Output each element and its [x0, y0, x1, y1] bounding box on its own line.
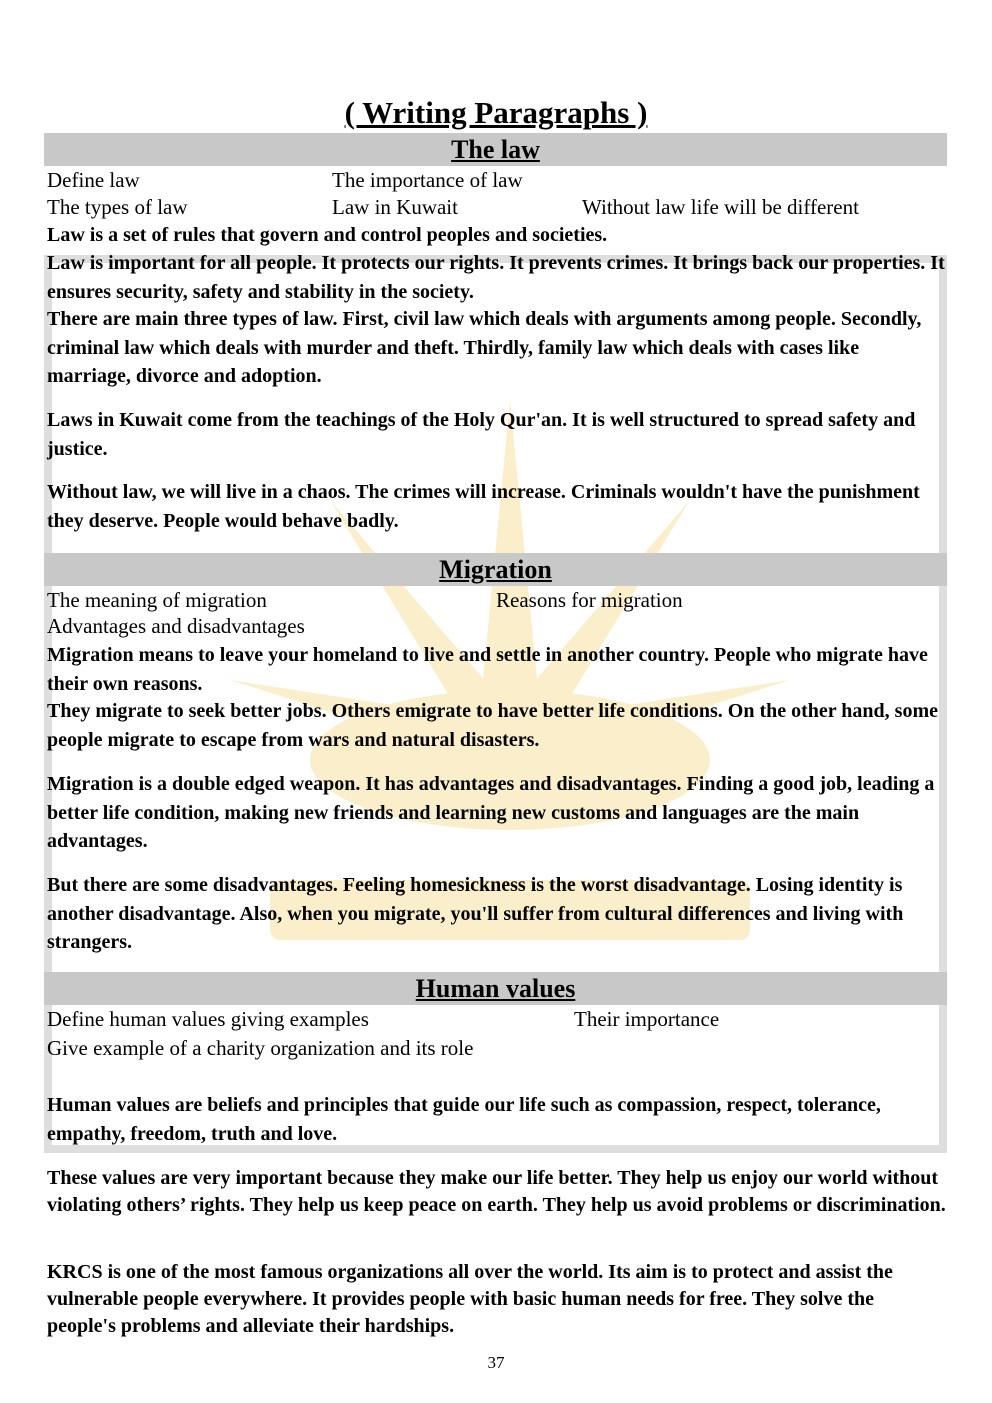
hint-charity-organization: Give example of a charity organization and its role: [47, 1036, 474, 1060]
hint-define-law: Define law: [47, 168, 140, 192]
page-number: 37: [487, 1353, 505, 1372]
section-title-human-values: Human values: [415, 974, 576, 1003]
hint-without-law: Without law life will be different: [582, 195, 859, 219]
paragraph-migration-advantages: Migration is a double edged weapon. It has advantages and disadvantages. Finding a good job, leading a better life condition, making new friends and learning new customs and languages are the main advantages.: [47, 773, 935, 852]
paragraph-values-krcs: KRCS is one of the most famous organizations all over the world. Its aim is to protect and assist the vulnerable people everywhere. It provides people with basic human needs for free. They solve the people's problems and alleviate their hardships.: [47, 1261, 893, 1337]
section-header-migration: [44, 553, 947, 586]
hint-values-importance: Their importance: [574, 1007, 720, 1031]
hint-define-values: Define human values giving examples: [47, 1007, 369, 1031]
paragraph-law-definition: Law is a set of rules that govern and control peoples and societies.: [47, 224, 608, 246]
section-title-law: The law: [451, 135, 540, 164]
paragraph-migration-disadvantages: But there are some disadvantages. Feeling homesickness is the worst disadvantage. Losing identity is another disadvantage. Also, when you migrate, you'll suffer from cultural differences and living with strangers.: [47, 874, 904, 953]
hint-meaning-migration: The meaning of migration: [47, 588, 267, 612]
hint-advantages-migration: Advantages and disadvantages: [47, 614, 305, 638]
paragraph-law-importance: Law is important for all people. It protects our rights. It prevents crimes. It brings back our properties. It ensures security, safety and stability in the society.: [47, 252, 945, 303]
paragraph-values-importance: These values are very important because they make our life better. They help us enjoy our world without violating others’ rights. They help us keep peace on earth. They help us avoid problems or discrimination.: [47, 1167, 946, 1216]
hint-types-law: The types of law: [47, 195, 188, 219]
hint-law-kuwait: Law in Kuwait: [332, 195, 458, 219]
paragraph-migration-reasons: They migrate to seek better jobs. Others emigrate to have better life conditions. On the other hand, some people migrate to escape from wars and natural disasters.: [47, 700, 938, 751]
paragraph-values-definition: Human values are beliefs and principles that guide our life such as compassion, respect, tolerance, empathy, freedom, truth and love.: [47, 1094, 881, 1145]
paragraph-law-without: Without law, we will live in a chaos. The crimes will increase. Criminals wouldn't have the punishment they deserve. People would behave badly.: [47, 481, 920, 532]
section-title-migration: Migration: [439, 555, 552, 584]
page-title: ( Writing Paragraphs ): [344, 95, 648, 130]
hint-importance-law: The importance of law: [332, 168, 523, 192]
section-header-human-values: [44, 972, 947, 1005]
hint-reasons-migration: Reasons for migration: [496, 588, 683, 612]
paragraph-law-types: There are main three types of law. First, civil law which deals with arguments among people. Secondly, criminal law which deals with murder and theft. Thirdly, family law which deals with cases like marriage, divorce and adoption.: [47, 308, 922, 387]
paragraph-law-kuwait: Laws in Kuwait come from the teachings of the Holy Qur'an. It is well structured to spread safety and justice.: [47, 409, 916, 460]
section-header-law: [44, 133, 947, 166]
paragraph-migration-definition: Migration means to leave your homeland to live and settle in another country. People who migrate have their own reasons.: [47, 644, 928, 695]
